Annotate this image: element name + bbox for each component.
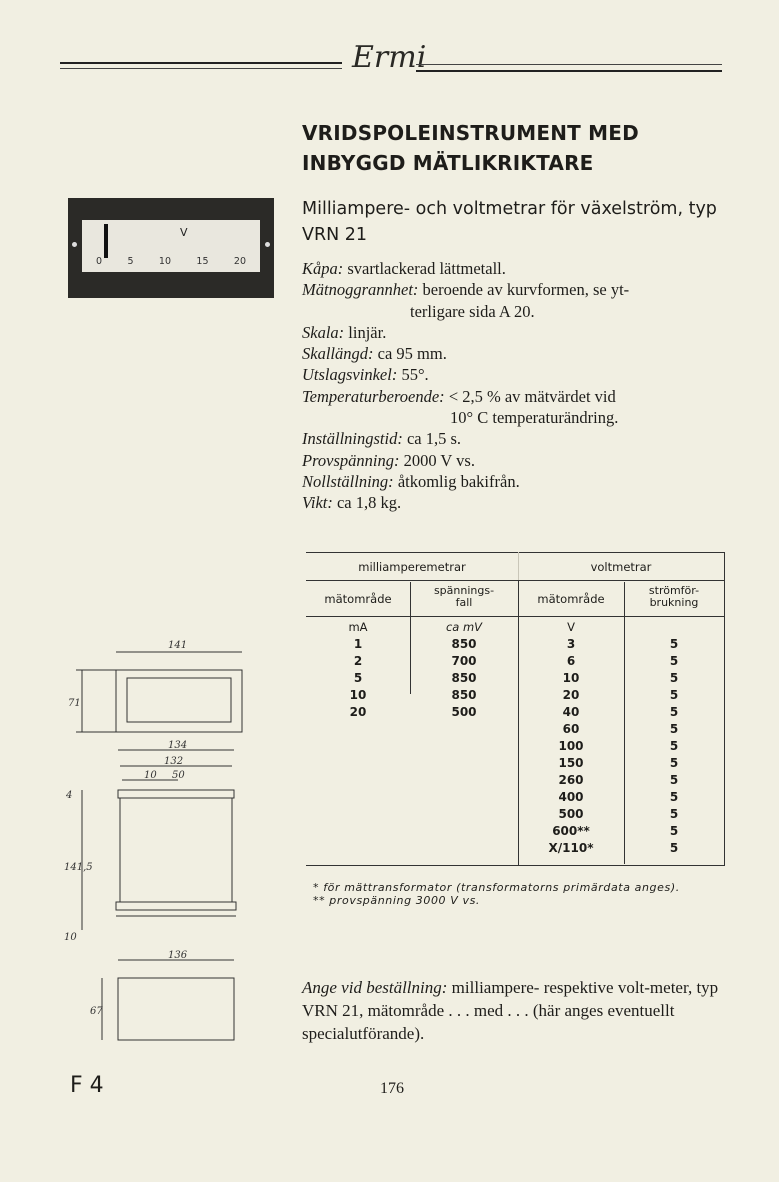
ma-range-column [306, 636, 410, 721]
spec-row-continuation: 10° C temperaturändring. [450, 408, 619, 428]
ma-drop-column [410, 636, 518, 721]
table-cell: 700 [451, 654, 477, 668]
meter-scale-label: 20 [233, 256, 246, 267]
table-cell: 10 [349, 688, 367, 702]
dimension-label: 10 [144, 770, 157, 781]
table-column-header: mätområde [324, 592, 392, 606]
order-text: milliampere- respektive volt-meter, typ VRN 21, mätområde . . . med . . . (här anges eventuellt specialutförande). [302, 978, 719, 1043]
table-cell: 500 [451, 705, 477, 719]
meter-scale-label: 5 [127, 256, 134, 267]
table-cell: 40 [562, 705, 580, 719]
v-range-column [518, 636, 624, 857]
dimension-label: 10 [64, 932, 77, 943]
table-unit: V [567, 620, 575, 634]
table-cell: 850 [451, 688, 477, 702]
spec-row-continuation: terligare sida A 20. [410, 301, 535, 321]
title-line: INBYGGD MÄTLIKRIKTARE [302, 151, 594, 175]
meter-needle [104, 224, 108, 258]
spec-row: Mätnoggrannhet: beroende av kurvformen, se yt- [302, 280, 630, 300]
brand-logo: Ermi [352, 40, 427, 75]
table-rule [306, 865, 724, 866]
footnote: ** provspänning 3000 V vs. [313, 894, 480, 907]
table-rule [306, 552, 724, 553]
dimension-label: 136 [168, 950, 188, 961]
table-cell: 850 [451, 637, 477, 651]
spec-row: Kåpa: svartlackerad lättmetall. [302, 259, 506, 278]
table-cell: 5 [669, 688, 679, 702]
table-cell: 5 [669, 637, 679, 651]
table-cell: 10 [562, 671, 580, 685]
meter-photo [68, 198, 274, 298]
table-cell: 6 [566, 654, 576, 668]
spec-row: Temperaturberoende: < 2,5 % av mätvärdet vid [302, 386, 616, 406]
header-rule-right-thin [416, 64, 722, 65]
table-cell: 5 [669, 739, 679, 753]
table-cell: 20 [349, 705, 367, 719]
product-subtitle: Milliampere- och voltmetrar för växelström, typ VRN 21 [302, 199, 717, 245]
table-column-header: strömför- brukning [648, 584, 700, 609]
spec-row: Utslagsvinkel: 55°. [302, 365, 429, 385]
meter-scale-label: 10 [158, 256, 171, 267]
table-unit: mA [348, 620, 368, 634]
range-table [306, 552, 724, 866]
table-cell: 5 [669, 671, 679, 685]
dimension-label: 141,5 [64, 862, 93, 873]
table-cell: 2 [353, 654, 363, 668]
table-cell: 150 [558, 756, 584, 770]
header-rule-left [60, 62, 342, 64]
table-column-header: mätområde [537, 592, 605, 606]
dimension-label: 50 [172, 770, 185, 781]
dimension-label: 67 [90, 1006, 103, 1017]
table-cell: 850 [451, 671, 477, 685]
order-info [302, 976, 742, 1045]
table-cell: 5 [669, 722, 679, 736]
table-column-header: spännings- fall [433, 584, 495, 609]
dimension-label: 132 [164, 756, 184, 767]
spec-row: Nollställning: åtkomlig bakifrån. [302, 471, 520, 491]
table-group-header: milliamperemetrar [358, 560, 466, 574]
page-number: 176 [380, 1080, 404, 1097]
page-reference: F 4 [70, 1073, 104, 1098]
table-rule [306, 580, 724, 581]
spec-list [302, 258, 742, 514]
table-cell: 400 [558, 790, 584, 804]
table-cell: 5 [669, 705, 679, 719]
dimension-label: 141 [168, 640, 188, 651]
dimension-label: 4 [66, 790, 73, 801]
table-cell: 1 [353, 637, 363, 651]
dimension-label: 134 [168, 740, 188, 751]
table-cell: 600** [552, 824, 590, 838]
order-label: Ange vid beställning: [302, 978, 448, 997]
table-rule [306, 616, 724, 617]
table-cell: 3 [566, 637, 576, 651]
meter-scale-label: 15 [196, 256, 209, 267]
table-rule [724, 552, 725, 866]
dimension-label: 71 [68, 698, 81, 709]
meter-scale-label: 0 [96, 256, 103, 267]
spec-row: Inställningstid: ca 1,5 s. [302, 429, 462, 449]
table-cell: 5 [669, 790, 679, 804]
table-footnotes [313, 881, 680, 907]
header-rule-left-thin [60, 68, 342, 69]
table-unit: ca mV [445, 620, 483, 634]
table-cell: X/110* [548, 841, 594, 855]
meter-face [82, 220, 260, 272]
spec-row: Skallängd: ca 95 mm. [302, 344, 447, 364]
meter-scale [96, 256, 246, 267]
table-cell: 5 [669, 841, 679, 855]
spec-row: Skala: linjär. [302, 322, 387, 342]
dimension-drawing-svg [60, 630, 260, 1050]
footnote: * för mättransformator (transformatorns primärdata anges). [313, 881, 680, 894]
table-cell: 20 [562, 688, 580, 702]
page-title [302, 118, 639, 178]
table-cell: 5 [669, 654, 679, 668]
v-current-column [624, 636, 724, 857]
table-cell: 5 [669, 824, 679, 838]
meter-screw [72, 242, 77, 247]
table-cell: 5 [669, 807, 679, 821]
table-cell: 5 [669, 756, 679, 770]
title-line: VRIDSPOLEINSTRUMENT MED [302, 121, 639, 145]
meter-unit: V [180, 226, 188, 239]
table-cell: 100 [558, 739, 584, 753]
header-rule-right [416, 70, 722, 72]
spec-row: Vikt: ca 1,8 kg. [302, 493, 402, 513]
table-cell: 60 [562, 722, 580, 736]
table-cell: 500 [558, 807, 584, 821]
table-cell: 5 [353, 671, 363, 685]
table-cell: 5 [669, 773, 679, 787]
table-group-header: voltmetrar [590, 560, 652, 574]
meter-screw [265, 242, 270, 247]
spec-row: Provspänning: 2000 V vs. [302, 450, 475, 470]
dimension-drawings [60, 630, 260, 1050]
table-cell: 260 [558, 773, 584, 787]
